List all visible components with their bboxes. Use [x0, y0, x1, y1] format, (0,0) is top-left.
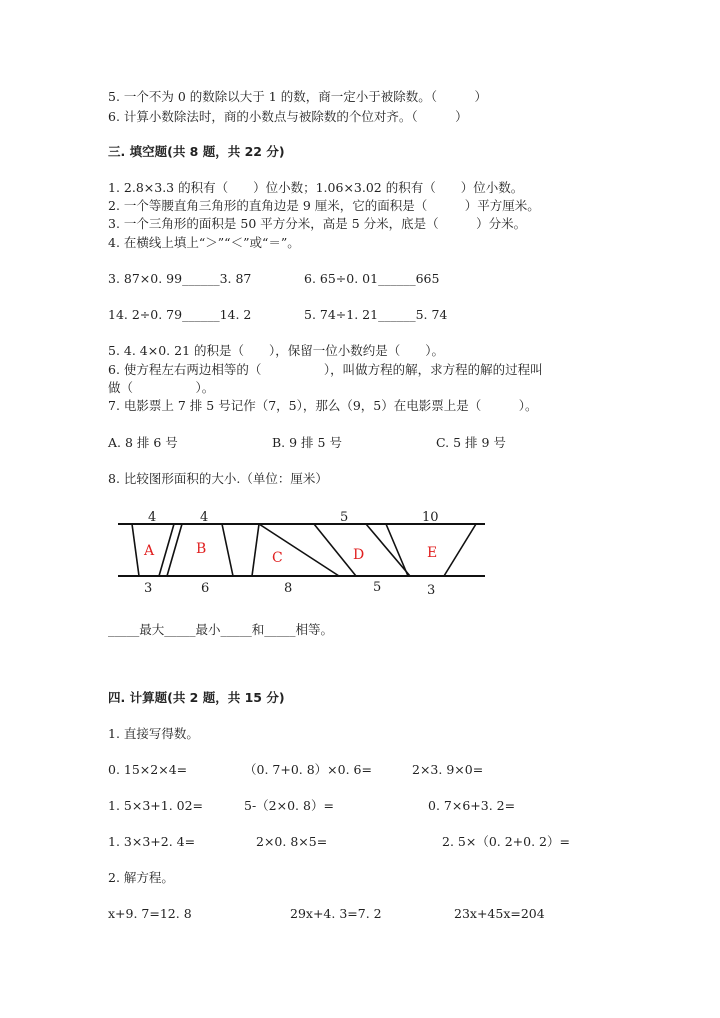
compare-item-3: 14. 2÷0. 79______14. 2 — [108, 307, 252, 322]
shape-letter-b: B — [196, 541, 207, 557]
shape-d-left-edge — [314, 524, 356, 576]
compare-item-2: 6. 65÷0. 01______665 — [304, 271, 440, 286]
fill-question-2: 2. 一个等腰直角三角形的直角边是 9 厘米，它的面积是（ ）平方厘米。 — [108, 198, 540, 213]
top-label-d: 5 — [340, 510, 349, 525]
shape-a-left-edge — [132, 524, 139, 576]
calc-row1-item2: （0. 7+0. 8）×0. 6= — [244, 762, 372, 777]
bottom-label-a: 3 — [144, 581, 153, 596]
fill-question-8-answer: _____最大_____最小_____和_____相等。 — [108, 622, 334, 637]
calc-row2-item1: 1. 5×3+1. 02= — [108, 798, 204, 813]
judge-question-5: 5. 一个不为 0 的数除以大于 1 的数，商一定小于被除数。（ ） — [108, 89, 487, 104]
fill-question-4: 4. 在横线上填上“＞”“＜”或“＝”。 — [108, 235, 300, 250]
equation-1: x+9. 7=12. 8 — [108, 906, 192, 921]
shape-b-left-edge — [167, 524, 182, 576]
fill-question-7: 7. 电影票上 7 排 5 号记作（7，5），那么（9，5）在电影票上是（ ）。 — [108, 398, 538, 413]
fill-question-6-line1: 6. 使方程左右两边相等的（ ），叫做方程的解，求方程的解的过程叫 — [108, 362, 543, 377]
shape-letter-a: A — [144, 543, 155, 559]
shape-e-left-edge — [386, 524, 408, 576]
bottom-label-c: 8 — [284, 581, 293, 596]
compare-item-1: 3. 87×0. 99______3. 87 — [108, 271, 252, 286]
shape-b-right-edge — [222, 524, 233, 576]
option-a: A. 8 排 6 号 — [108, 435, 178, 450]
fill-question-8: 8. 比较图形面积的大小.（单位：厘米） — [108, 471, 328, 486]
fill-question-6-line2: 做（ ）。 — [108, 380, 215, 395]
calc-row3-item1: 1. 3×3+2. 4= — [108, 834, 196, 849]
section3-heading: 三. 填空题(共 8 题，共 22 分) — [108, 144, 285, 159]
shape-d-right-edge — [366, 524, 410, 576]
area-comparison-figure — [110, 505, 500, 600]
shape-c-hypotenuse — [259, 524, 339, 576]
top-label-b: 4 — [200, 510, 209, 525]
equation-3: 23x+45x=204 — [454, 906, 545, 921]
equation-2: 29x+4. 3=7. 2 — [290, 906, 382, 921]
fill-question-3: 3. 一个三角形的面积是 50 平方分米，高是 5 分米，底是（ ）分米。 — [108, 216, 527, 231]
calc-row2-item2: 5-（2×0. 8）= — [244, 798, 334, 813]
compare-item-4: 5. 74÷1. 21______5. 74 — [304, 307, 448, 322]
fill-question-1: 1. 2.8×3.3 的积有（ ）位小数；1.06×3.02 的积有（ ）位小数。 — [108, 180, 524, 195]
shape-letter-e: E — [427, 545, 438, 561]
calc-question-1: 1. 直接写得数。 — [108, 726, 199, 741]
shape-a-right-edge — [159, 524, 174, 576]
top-label-e: 10 — [422, 510, 439, 525]
option-c: C. 5 排 9 号 — [436, 435, 506, 450]
fill-question-5: 5. 4. 4×0. 21 的积是（ ），保留一位小数约是（ ）。 — [108, 343, 445, 358]
calc-row3-item3: 2. 5×（0. 2+0. 2）= — [442, 834, 570, 849]
option-b: B. 9 排 5 号 — [272, 435, 342, 450]
shape-letter-d: D — [353, 547, 365, 563]
calc-row1-item3: 2×3. 9×0= — [412, 762, 484, 777]
calc-row2-item3: 0. 7×6+3. 2= — [428, 798, 516, 813]
calc-question-2: 2. 解方程。 — [108, 870, 174, 885]
calc-row1-item1: 0. 15×2×4= — [108, 762, 188, 777]
shape-c-left-edge — [252, 524, 259, 576]
top-label-a: 4 — [148, 510, 157, 525]
section4-heading: 四. 计算题(共 2 题，共 15 分) — [108, 690, 285, 705]
judge-question-6: 6. 计算小数除法时，商的小数点与被除数的个位对齐。（ ） — [108, 109, 468, 124]
bottom-label-b: 6 — [201, 581, 210, 596]
calc-row3-item2: 2×0. 8×5= — [256, 834, 328, 849]
shape-letter-c: C — [272, 550, 283, 566]
bottom-label-e: 3 — [427, 583, 436, 598]
shape-e-right-edge — [444, 524, 476, 576]
bottom-label-d: 5 — [373, 580, 382, 595]
